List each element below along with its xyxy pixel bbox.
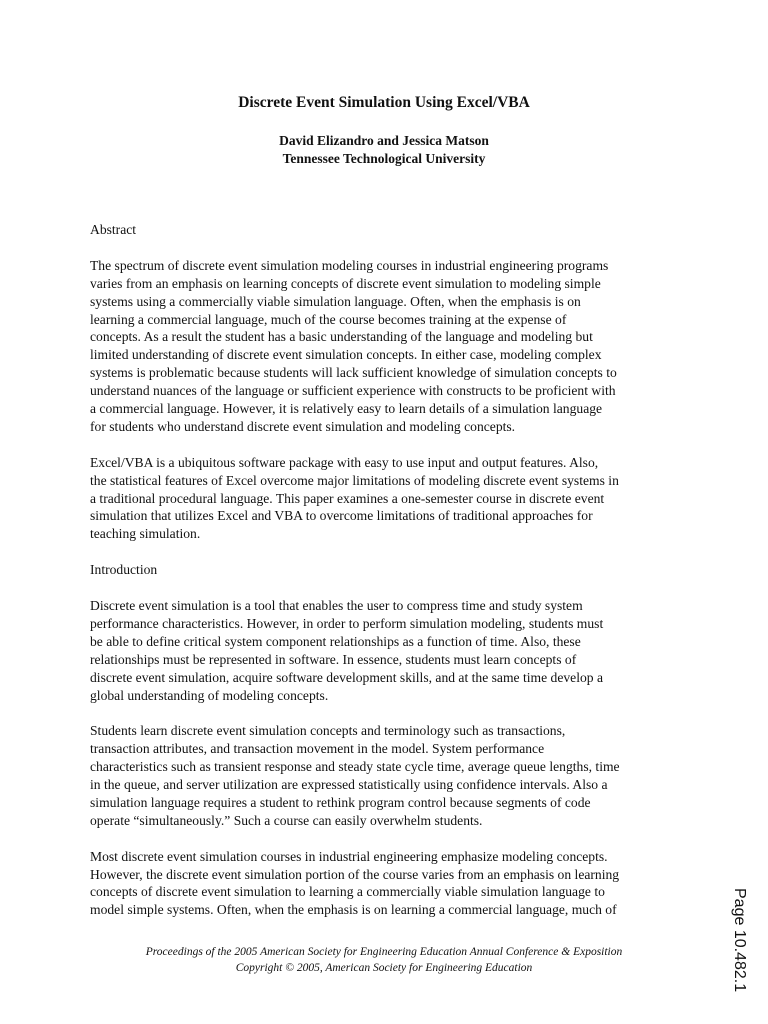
text-line: model simple systems. Often, when the emphasis is on learning a commercial language, much of xyxy=(90,902,617,918)
text-line: limited understanding of discrete event simulation concepts. In either case, modeling complex xyxy=(90,347,602,363)
text-line: the statistical features of Excel overcome major limitations of modeling discrete event systems in xyxy=(90,472,619,488)
introduction-paragraph-2 xyxy=(90,722,700,829)
text-line: in the queue, and server utilization are expressed statistically using confidence intervals. Also a xyxy=(90,777,608,793)
paper-title: Discrete Event Simulation Using Excel/VBA xyxy=(238,94,530,111)
footer-copyright: Copyright © 2005, American Society for Engineering Education xyxy=(235,962,533,974)
text-line: simulation that utilizes Excel and VBA to overcome limitations of traditional approaches for xyxy=(90,508,593,524)
text-line: concepts of discrete event simulation to learning a commercially viable simulation language to xyxy=(90,884,605,900)
text-line: be able to define critical system component relationships as a function of time. Also, these xyxy=(90,633,581,649)
text-line: varies from an emphasis on learning concepts of discrete event simulation to modeling simple xyxy=(90,275,601,291)
text-line: systems using a commercially viable simulation language. Often, when the emphasis is on xyxy=(90,293,581,309)
text-line: Students learn discrete event simulation concepts and terminology such as transactions, xyxy=(90,723,566,739)
page-footer xyxy=(0,944,768,976)
text-line: transaction attributes, and transaction movement in the model. System performance xyxy=(90,741,545,757)
introduction-heading: Introduction xyxy=(90,562,158,578)
author-affiliation: Tennessee Technological University xyxy=(282,151,486,166)
text-line: characteristics such as transient response and steady state cycle time, average queue lengths, time xyxy=(90,759,620,775)
text-line: systems is problematic because students will lack sufficient knowledge of simulation concepts to xyxy=(90,365,617,381)
paper-body xyxy=(90,221,700,937)
text-line: However, the discrete event simulation portion of the course varies from an emphasis on learning xyxy=(90,866,620,882)
introduction-paragraph-3 xyxy=(90,848,700,920)
text-line: simulation language requires a student to rethink program control because segments of code xyxy=(90,794,591,810)
text-line: global understanding of modeling concepts. xyxy=(90,687,329,703)
text-line: relationships must be represented in software. In essence, students must learn concepts of xyxy=(90,651,577,667)
text-line: concepts. As a result the student has a basic understanding of the language and modeling but xyxy=(90,329,593,345)
text-line: Discrete event simulation is a tool that enables the user to compress time and study system xyxy=(90,597,583,613)
text-line: learning a commercial language, much of the course becomes training at the expense of xyxy=(90,311,567,327)
text-line: The spectrum of discrete event simulation modeling courses in industrial engineering programs xyxy=(90,257,609,273)
abstract-paragraph-2 xyxy=(90,454,700,544)
abstract-heading: Abstract xyxy=(90,222,137,237)
text-line: for students who understand discrete event simulation and modeling concepts. xyxy=(90,418,516,434)
author-block xyxy=(0,132,768,168)
text-line: a commercial language. However, it is relatively easy to learn details of a simulation language xyxy=(90,401,603,417)
introduction-paragraph-1 xyxy=(90,597,700,704)
text-line: understand nuances of the language or sufficient experience with constructs to be proficient with xyxy=(90,383,616,399)
text-line: Excel/VBA is a ubiquitous software package with easy to use input and output features. Also, xyxy=(90,454,599,470)
text-line: teaching simulation. xyxy=(90,526,201,542)
text-line: operate “simultaneously.” Such a course can easily overwhelm students. xyxy=(90,812,483,828)
text-line: Most discrete event simulation courses in industrial engineering emphasize modeling concepts. xyxy=(90,848,608,864)
author-names: David Elizandro and Jessica Matson xyxy=(279,133,489,148)
page-number: Page 10.482.1 xyxy=(731,888,748,993)
text-line: a traditional procedural language. This paper examines a one-semester course in discrete event xyxy=(90,490,605,506)
footer-proceedings: Proceedings of the 2005 American Society for Engineering Education Annual Conference & Exposition xyxy=(145,946,623,958)
text-line: discrete event simulation, acquire software development skills, and at the same time develop a xyxy=(90,669,603,685)
abstract-paragraph-1 xyxy=(90,257,700,436)
text-line: performance characteristics. However, in order to perform simulation modeling, students must xyxy=(90,615,604,631)
